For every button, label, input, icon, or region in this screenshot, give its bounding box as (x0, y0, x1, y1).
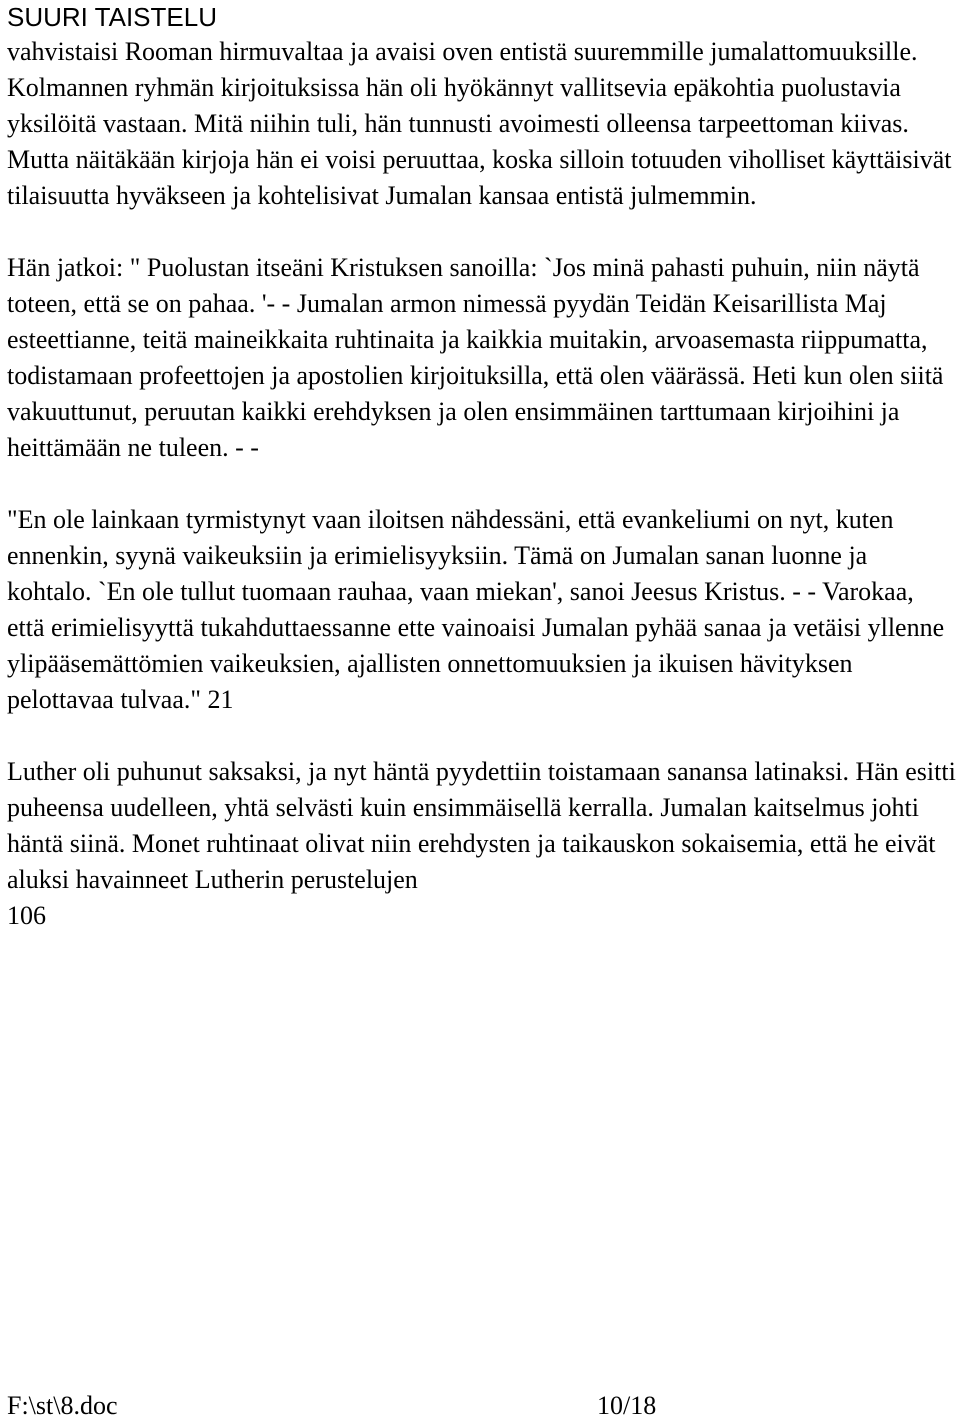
paragraph-3: "En ole lainkaan tyrmistynyt vaan iloitsen nähdessäni, että evankeliumi on nyt, kuten ennenkin, syynä vaikeuksiin ja erimielisyyksiin. Tämä on Jumalan sanan luonne ja kohtalo. `En ole tullut tuomaan rauhaa, vaan miekan', sanoi Jeesus Kristus. - - Varokaa, että erimielisyyttä tukahduttaessanne ette vainoaisi Jumalan pyhää sanaa ja vetäisi yllenne ylipääsemättömien vaikeuksien, ajallisten onnettomuuksien ja ikuisen hävityksen pelottavaa tulvaa." 21 (7, 505, 945, 714)
paragraph-2: Hän jatkoi: " Puolustan itseäni Kristuksen sanoilla: `Jos minä pahasti puhuin, niin näytä toteen, että se on pahaa. '- - Jumalan armon nimessä pyydän Teidän Keisarillista Maj esteettianne, teitä maineikkaita ruhtinaita ja kaikkia muitakin, arvoasemasta riippumatta, todistamaan profeettojen ja apostolien kirjoituksilla, että olen väärässä. Heti kun olen siitä vakuuttunut, peruutan kaikki erehdyksen ja olen ensimmäinen tarttumaan kirjoihini ja heittämään ne tuleen. - - (7, 253, 944, 462)
document-title: SUURI TAISTELU (7, 2, 217, 32)
book-page-number: 106 (7, 901, 46, 930)
document-page (7, 0, 957, 934)
paragraph-gap (7, 718, 957, 754)
paragraph-4: Luther oli puhunut saksaksi, ja nyt häntä pyydettiin toistamaan sanansa latinaksi. Hän esitti puheensa uudelleen, yhtä selvästi kuin ensimmäisellä kerralla. Jumalan kaitselmus johti häntä siinä. Monet ruhtinaat olivat niin erehdysten ja taikauskon sokaisemia, että he eivät aluksi havainneet Lutherin perustelujen (7, 757, 956, 894)
paragraph-gap (7, 466, 957, 502)
paragraph-gap (7, 214, 957, 250)
footer-file-path: F:\st\8.doc (7, 1391, 118, 1420)
paragraph-1: vahvistaisi Rooman hirmuvaltaa ja avaisi oven entistä suuremmille jumalattomuuksille. Kolmannen ryhmän kirjoituksissa hän oli hyökännyt vallitsevia epäkohtia puolustavia yksilöitä vastaan. Mitä niihin tuli, hän tunnusti avoimesti olleensa tarpeettoman kiivas. Mutta näitäkään kirjoja hän ei voisi peruuttaa, koska silloin totuuden viholliset käyttäisivät tilaisuutta hyväkseen ja kohtelisivat Jumalan kansaa entistä julmemmin. (7, 37, 952, 210)
footer-page-count: 10/18 (597, 1391, 657, 1420)
